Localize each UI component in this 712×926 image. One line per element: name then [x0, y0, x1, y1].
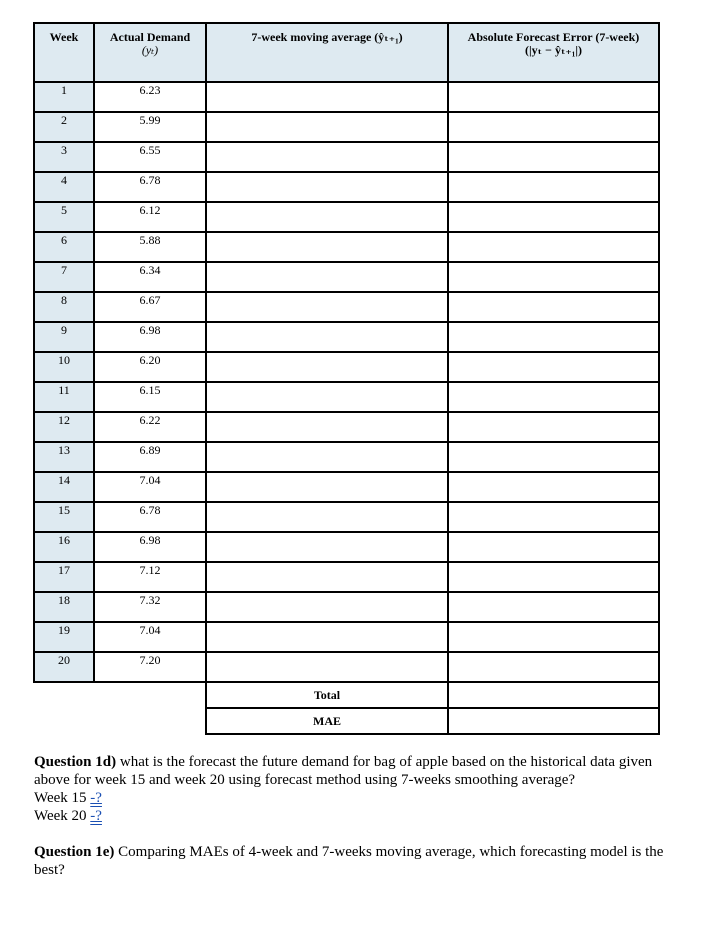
week-cell: 12 — [34, 412, 94, 442]
demand-cell: 6.78 — [94, 172, 206, 202]
error-header: Absolute Forecast Error (7-week) (|yₜ − ŷₜ₊₁|) — [448, 23, 659, 82]
table-row — [34, 532, 659, 562]
moving-average-cell[interactable] — [206, 232, 448, 262]
demand-cell: 6.89 — [94, 442, 206, 472]
week-cell: 19 — [34, 622, 94, 652]
error-cell[interactable] — [448, 292, 659, 322]
mae-row-spacer — [34, 708, 206, 734]
table-body — [34, 82, 659, 682]
error-cell[interactable] — [448, 322, 659, 352]
error-cell[interactable] — [448, 562, 659, 592]
moving-average-cell[interactable] — [206, 472, 448, 502]
error-header-formula: (|yₜ − ŷₜ₊₁|) — [525, 43, 582, 57]
demand-cell: 5.88 — [94, 232, 206, 262]
week-cell: 4 — [34, 172, 94, 202]
moving-average-cell[interactable] — [206, 292, 448, 322]
demand-cell: 6.98 — [94, 322, 206, 352]
demand-cell: 6.55 — [94, 142, 206, 172]
demand-cell: 7.32 — [94, 592, 206, 622]
week-cell: 8 — [34, 292, 94, 322]
question-1d-text: what is the forecast the future demand for bag of apple based on the historical data given above for week 15 and week 20 using forecast method using 7-weeks smoothing average? — [34, 754, 653, 788]
moving-average-cell[interactable] — [206, 172, 448, 202]
moving-average-cell[interactable] — [206, 442, 448, 472]
question-1d — [34, 753, 674, 789]
total-row — [34, 682, 659, 708]
table-row — [34, 322, 659, 352]
mae-row — [34, 708, 659, 734]
table-row — [34, 262, 659, 292]
demand-cell: 7.12 — [94, 562, 206, 592]
table-row — [34, 82, 659, 112]
table-row — [34, 652, 659, 682]
total-label: Total — [206, 682, 448, 708]
error-cell[interactable] — [448, 202, 659, 232]
moving-average-cell[interactable] — [206, 622, 448, 652]
week-header: Week — [34, 23, 94, 82]
error-cell[interactable] — [448, 442, 659, 472]
demand-cell: 6.78 — [94, 502, 206, 532]
demand-cell: 6.67 — [94, 292, 206, 322]
error-cell[interactable] — [448, 112, 659, 142]
error-cell[interactable] — [448, 82, 659, 112]
week15-label: Week 15 — [34, 790, 91, 806]
moving-average-cell[interactable] — [206, 142, 448, 172]
table-row — [34, 172, 659, 202]
error-cell[interactable] — [448, 262, 659, 292]
error-cell[interactable] — [448, 652, 659, 682]
week-cell: 7 — [34, 262, 94, 292]
question-1e-text: Comparing MAEs of 4-week and 7-weeks moving average, which forecasting model is the best? — [34, 844, 664, 878]
table-row — [34, 412, 659, 442]
demand-cell: 6.15 — [94, 382, 206, 412]
demand-cell: 6.98 — [94, 532, 206, 562]
table-row — [34, 232, 659, 262]
week-cell: 9 — [34, 322, 94, 352]
table-row — [34, 142, 659, 172]
demand-cell: 6.20 — [94, 352, 206, 382]
table-row — [34, 382, 659, 412]
table-row — [34, 202, 659, 232]
week-cell: 18 — [34, 592, 94, 622]
week-cell: 5 — [34, 202, 94, 232]
question-spacer — [34, 825, 674, 843]
week20-answer-field[interactable]: -? — [90, 808, 102, 824]
error-cell[interactable] — [448, 592, 659, 622]
table-row — [34, 592, 659, 622]
demand-cell: 7.04 — [94, 472, 206, 502]
question-1d-label: Question 1d) — [34, 754, 117, 770]
week-cell: 13 — [34, 442, 94, 472]
table-row — [34, 502, 659, 532]
table-row — [34, 622, 659, 652]
mae-label: MAE — [206, 708, 448, 734]
moving-average-cell[interactable] — [206, 412, 448, 442]
moving-average-header: 7-week moving average (ŷₜ₊₁) — [206, 23, 448, 82]
error-cell[interactable] — [448, 352, 659, 382]
mae-value-cell[interactable] — [448, 708, 659, 734]
table-row — [34, 442, 659, 472]
moving-average-cell[interactable] — [206, 202, 448, 232]
moving-average-cell[interactable] — [206, 532, 448, 562]
week-cell: 15 — [34, 502, 94, 532]
total-row-spacer — [34, 682, 206, 708]
week-cell: 2 — [34, 112, 94, 142]
demand-cell: 6.34 — [94, 262, 206, 292]
moving-average-cell[interactable] — [206, 262, 448, 292]
forecast-table — [33, 22, 660, 735]
demand-cell: 7.20 — [94, 652, 206, 682]
moving-average-cell[interactable] — [206, 562, 448, 592]
moving-average-cell[interactable] — [206, 322, 448, 352]
total-value-cell[interactable] — [448, 682, 659, 708]
demand-cell: 5.99 — [94, 112, 206, 142]
week-cell: 3 — [34, 142, 94, 172]
table-row — [34, 472, 659, 502]
error-cell[interactable] — [448, 142, 659, 172]
table-row — [34, 112, 659, 142]
moving-average-cell[interactable] — [206, 502, 448, 532]
error-cell[interactable] — [448, 532, 659, 562]
week15-answer-field[interactable]: -? — [90, 790, 102, 806]
error-cell[interactable] — [448, 172, 659, 202]
moving-average-cell[interactable] — [206, 592, 448, 622]
week-cell: 17 — [34, 562, 94, 592]
week-cell: 16 — [34, 532, 94, 562]
header-row — [34, 23, 659, 82]
table-row — [34, 352, 659, 382]
question-1e-label: Question 1e) — [34, 844, 115, 860]
week-cell: 10 — [34, 352, 94, 382]
week20-label: Week 20 — [34, 808, 91, 824]
table-row — [34, 562, 659, 592]
error-cell[interactable] — [448, 382, 659, 412]
moving-average-cell[interactable] — [206, 382, 448, 412]
week-cell: 6 — [34, 232, 94, 262]
moving-average-cell[interactable] — [206, 652, 448, 682]
error-cell[interactable] — [448, 502, 659, 532]
week-cell: 14 — [34, 472, 94, 502]
error-cell[interactable] — [448, 232, 659, 262]
demand-header-symbol: (yₜ) — [141, 43, 159, 57]
table-row — [34, 292, 659, 322]
week20-answer-line — [34, 807, 674, 825]
moving-average-cell[interactable] — [206, 82, 448, 112]
error-cell[interactable] — [448, 412, 659, 442]
error-cell[interactable] — [448, 472, 659, 502]
week-cell: 11 — [34, 382, 94, 412]
week-cell: 1 — [34, 82, 94, 112]
demand-cell: 6.12 — [94, 202, 206, 232]
demand-cell: 6.23 — [94, 82, 206, 112]
demand-header: Actual Demand (yₜ) — [94, 23, 206, 82]
question-1e — [34, 843, 674, 879]
week-cell: 20 — [34, 652, 94, 682]
week15-answer-line — [34, 789, 674, 807]
questions-section — [34, 753, 674, 879]
demand-cell: 6.22 — [94, 412, 206, 442]
moving-average-cell[interactable] — [206, 112, 448, 142]
error-cell[interactable] — [448, 622, 659, 652]
demand-cell: 7.04 — [94, 622, 206, 652]
moving-average-cell[interactable] — [206, 352, 448, 382]
